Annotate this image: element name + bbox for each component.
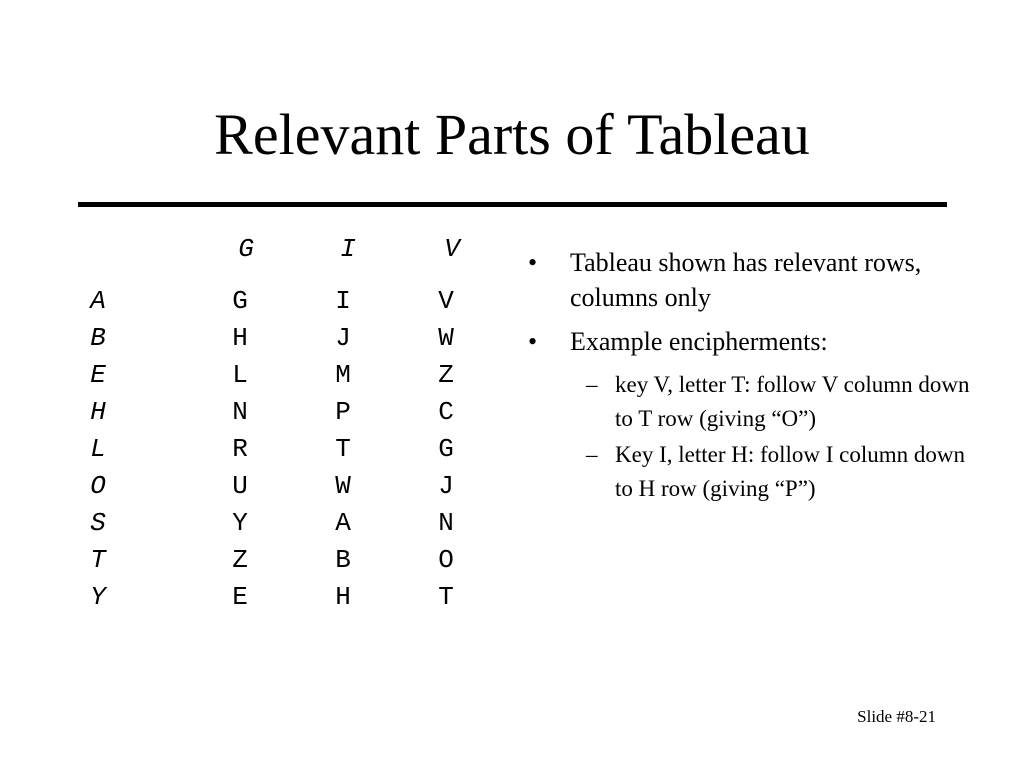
tableau-cell: H — [335, 582, 351, 612]
tableau-cell: O — [438, 545, 454, 575]
tableau-row-letter: H — [90, 397, 106, 427]
tableau-key-header: G — [238, 234, 254, 264]
tableau-cell: U — [232, 471, 248, 501]
tableau-row-letter: S — [90, 508, 106, 538]
tableau-cell: I — [335, 286, 351, 316]
tableau-row-letter: O — [90, 471, 106, 501]
tableau-row-letter: Y — [90, 582, 106, 612]
tableau-cell: J — [438, 471, 454, 501]
bullet-list — [528, 245, 988, 508]
tableau-cell: G — [438, 434, 454, 464]
tableau-row-letter: T — [90, 545, 106, 575]
bullet-marker: • — [528, 327, 538, 356]
bullet-item — [528, 324, 988, 359]
tableau-cell: W — [438, 323, 454, 353]
tableau-cell: L — [232, 360, 248, 390]
tableau-cell: M — [335, 360, 351, 390]
bullet-text: Example encipherments: — [570, 327, 828, 356]
tableau-cell: B — [335, 545, 351, 575]
sub-bullet-marker: – — [586, 372, 598, 397]
vigenere-tableau — [0, 0, 500, 640]
slide-number: Slide #8-21 — [857, 707, 936, 726]
tableau-cell: Z — [438, 360, 454, 390]
tableau-cell: G — [232, 286, 248, 316]
tableau-cell: N — [438, 508, 454, 538]
tableau-cell: V — [438, 286, 454, 316]
tableau-cell: R — [232, 434, 248, 464]
tableau-cell: Z — [232, 545, 248, 575]
tableau-cell: W — [335, 471, 351, 501]
sub-bullet-item — [528, 368, 988, 436]
tableau-cell: P — [335, 397, 351, 427]
tableau-cell: T — [438, 582, 454, 612]
sub-bullet-item — [528, 438, 988, 506]
tableau-cell: A — [335, 508, 351, 538]
tableau-key-header: V — [444, 234, 460, 264]
sub-bullet-text: Key I, letter H: follow I column down to H row (giving “P”) — [615, 442, 966, 501]
tableau-row-letter: E — [90, 360, 106, 390]
tableau-cell: Y — [232, 508, 248, 538]
bullet-text: Tableau shown has relevant rows, columns only — [570, 248, 922, 312]
tableau-cell: T — [335, 434, 351, 464]
tableau-row-letter: A — [90, 286, 106, 316]
tableau-cell: N — [232, 397, 248, 427]
slide-title: Relevant Parts of Tableau — [214, 102, 810, 167]
sub-bullet-marker: – — [586, 442, 598, 467]
tableau-cell: H — [232, 323, 248, 353]
tableau-cell: E — [232, 582, 248, 612]
bullet-marker: • — [528, 248, 538, 277]
bullet-item — [528, 245, 988, 315]
tableau-cell: C — [438, 397, 454, 427]
tableau-key-header: I — [340, 234, 356, 264]
sub-bullet-text: key V, letter T: follow V column down to T row (giving “O”) — [615, 372, 970, 431]
tableau-row-letter: B — [90, 323, 106, 353]
tableau-row-letter: L — [90, 434, 106, 464]
tableau-cell: J — [335, 323, 351, 353]
